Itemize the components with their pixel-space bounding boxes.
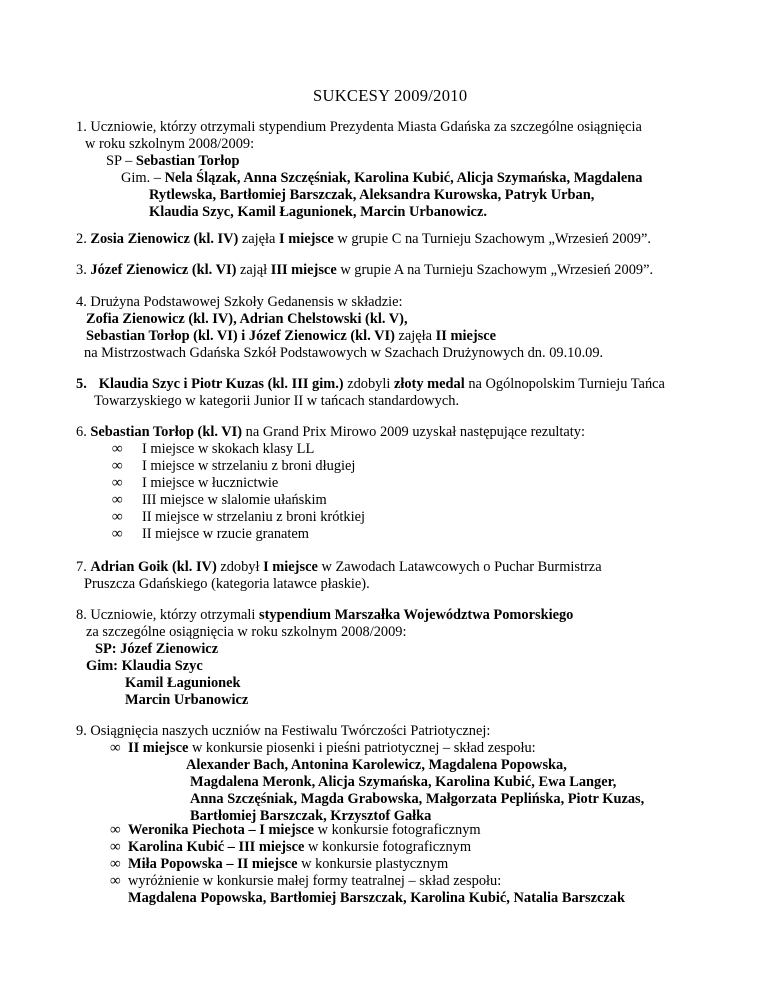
item8-sp: SP: Józef Zienowicz <box>95 641 219 657</box>
item8-line2: za szczególne osiągnięcia w roku szkolnym 2008/2009: <box>86 624 407 640</box>
item7-place: I miejsce <box>263 559 318 575</box>
team-member-line: Alexander Bach, Antonina Karolewicz, Magdalena Popowska, <box>186 757 567 773</box>
bullet-icon: ∞ <box>112 458 123 474</box>
item5-line2: Towarzyskiego w kategorii Junior II w tańcach standardowych. <box>94 393 460 409</box>
item1-sp-names: Sebastian Torłop <box>135 153 240 169</box>
item9-bullet-2: ∞ <box>110 822 121 838</box>
item1-sp-prefix: SP – <box>106 153 136 169</box>
item1-sp-line <box>106 153 239 170</box>
item9-team2: Magdalena Popowska, Bartłomiej Barszczak, Karolina Kubić, Natalia Barszczak <box>128 890 625 906</box>
item4-line1: 4. Drużyna Podstawowej Szkoły Gedanensis w składzie: <box>76 294 403 310</box>
item9-bullet-3: ∞ <box>110 839 121 855</box>
item7-line2: Pruszcza Gdańskiego (kategoria latawce płaskie). <box>84 576 370 592</box>
item4-line2: Zofia Zienowicz (kl. IV), Adrian Chelstowski (kl. V), <box>86 311 408 327</box>
item4-line3: Sebastian Torłop (kl. VI) i Józef Zienowicz (kl. VI) zajęła II miejsce <box>86 328 496 344</box>
item8-stipend: stypendium Marszałka Województwa Pomorskiego <box>259 607 574 623</box>
item6-line: 6. Sebastian Torłop (kl. VI) na Grand Prix Mirowo 2009 uzyskał następujące rezultaty: <box>76 424 585 440</box>
bullet-icon: ∞ <box>112 526 123 542</box>
item9-entry-3: Karolina Kubić – III miejsce w konkursie fotograficznym <box>128 839 472 855</box>
item2-name: Zosia Zienowicz (kl. IV) <box>90 231 239 247</box>
bullet-icon: ∞ <box>112 492 123 508</box>
result-item: I miejsce w strzelaniu z broni długiej <box>142 458 356 474</box>
item1-gim-names-1: Nela Ślązak, Anna Szczęśniak, Karolina Kubić, Alicja Szymańska, Magdalena <box>164 170 643 186</box>
item9-entry-4: Miła Popowska – II miejsce w konkursie plastycznym <box>128 856 449 872</box>
item7-line1: 7. Adrian Goik (kl. IV) zdobył I miejsce w Zawodach Latawcowych o Puchar Burmistrza <box>76 559 602 575</box>
result-item: I miejsce w łucznictwie <box>142 475 279 491</box>
item4-line4: na Mistrzostwach Gdańska Szkół Podstawowych w Szachach Drużynowych dn. 09.10.09. <box>84 345 604 361</box>
item1-gim-line <box>121 170 642 187</box>
item2-place: I miejsce <box>279 231 334 247</box>
result-item: III miejsce w slalomie ułańskim <box>142 492 327 508</box>
item9-line1: 9. Osiągnięcia naszych uczniów na Festiwalu Twórczości Patriotycznej: <box>76 723 491 739</box>
item9-entry-1: II miejsce w konkursie piosenki i pieśni patriotycznej – skład zespołu: <box>128 740 536 756</box>
item1-gim-names-3: Klaudia Szyc, Kamil Łagunionek, Marcin Urbanowicz. <box>149 204 487 220</box>
bullet-icon: ∞ <box>112 475 123 491</box>
item1-gim-prefix: Gim. – <box>121 170 165 186</box>
result-item: II miejsce w strzelaniu z broni krótkiej <box>142 509 365 525</box>
item5-names: Klaudia Szyc i Piotr Kuzas (kl. III gim.) <box>98 376 344 392</box>
team-member-line: Anna Szczęśniak, Magda Grabowska, Małgorzata Peplińska, Piotr Kuzas, <box>190 791 645 807</box>
bullet-icon: ∞ <box>112 441 123 457</box>
item8-line1: 8. Uczniowie, którzy otrzymali stypendium Marszałka Województwa Pomorskiego <box>76 607 574 623</box>
item3-place: III miejsce <box>270 262 337 278</box>
item2-line: 2. Zosia Zienowicz (kl. IV) zajęła I miejsce w grupie C na Turnieju Szachowym „Wrzesień 2009”. <box>76 231 651 247</box>
item1-gim-names-2: Rytlewska, Bartłomiej Barszczak, Aleksandra Kurowska, Patryk Urban, <box>149 187 595 203</box>
item8-gim-3: Marcin Urbanowicz <box>125 692 249 708</box>
item5-line1: 5. Klaudia Szyc i Piotr Kuzas (kl. III gim.) zdobyli złoty medal na Ogólnopolskim Turnieju Tańca <box>76 376 665 392</box>
item4-place: II miejsce <box>435 328 496 344</box>
item9-bullet-5: ∞ <box>110 873 121 889</box>
item6-name: Sebastian Torłop (kl. VI) <box>90 424 243 440</box>
team-member-line: Bartłomiej Barszczak, Krzysztof Gałka <box>190 808 432 824</box>
item7-name: Adrian Goik (kl. IV) <box>90 559 217 575</box>
item9-entry-2: Weronika Piechota – I miejsce w konkursie fotograficznym <box>128 822 481 838</box>
item1-line2: w roku szkolnym 2008/2009: <box>85 136 255 152</box>
result-item: II miejsce w rzucie granatem <box>142 526 310 542</box>
result-item: I miejsce w skokach klasy LL <box>142 441 315 457</box>
item3-name: Józef Zienowicz (kl. VI) <box>90 262 237 278</box>
team-member-line: Magdalena Meronk, Alicja Szymańska, Karolina Kubić, Ewa Langer, <box>190 774 617 790</box>
item9-entry-5: wyróżnienie w konkursie małej formy teatralnej – skład zespołu: <box>128 873 502 889</box>
page-title: SUKCESY 2009/2010 <box>313 86 468 105</box>
item9-bullet-1: ∞ <box>110 740 121 756</box>
item1-line1: 1. Uczniowie, którzy otrzymali stypendium Prezydenta Miasta Gdańska za szczególne osiągnięcia <box>76 119 642 135</box>
bullet-icon: ∞ <box>112 509 123 525</box>
item5-medal: złoty medal <box>393 376 465 392</box>
item9-bullet-4: ∞ <box>110 856 121 872</box>
item3-line: 3. Józef Zienowicz (kl. VI) zajął III miejsce w grupie A na Turnieju Szachowym „Wrzesień 2009”. <box>76 262 654 278</box>
item8-gim: Gim: Klaudia Szyc <box>86 658 203 674</box>
item8-gim-2: Kamil Łagunionek <box>125 675 241 691</box>
